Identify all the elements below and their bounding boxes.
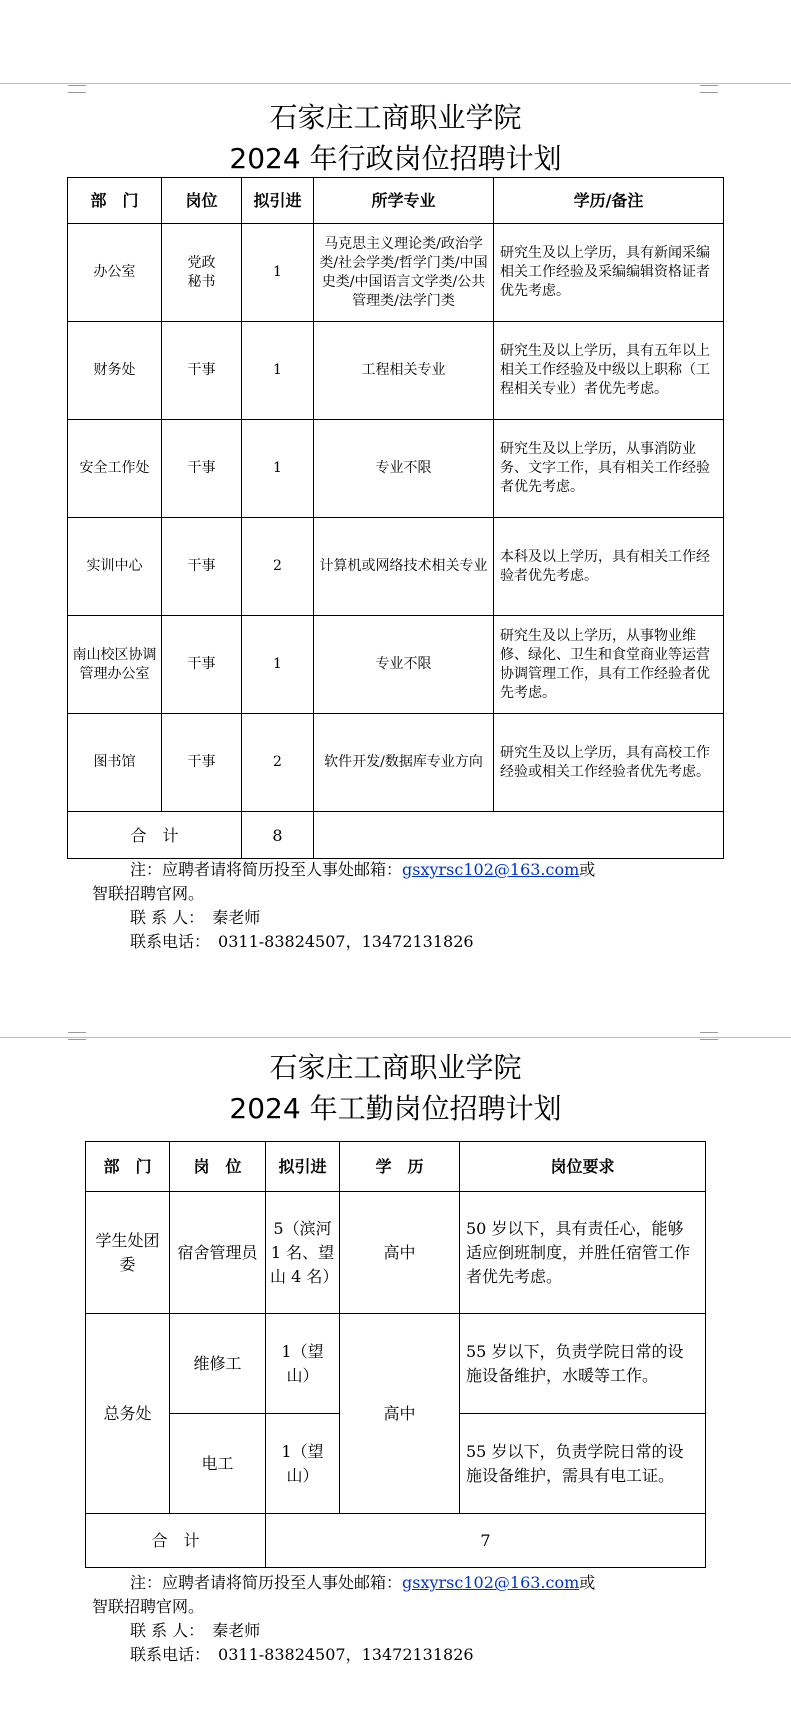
cell-note: 研究生及以上学历，从事消防业务、文字工作，具有相关工作经验者优先考虑。 — [494, 420, 724, 518]
total-label: 合 计 — [86, 1514, 266, 1568]
page-title: 石家庄工商职业学院 — [269, 1051, 522, 1084]
contact-label: 联 系 人： — [130, 908, 197, 927]
cell-req: 50 岁以下，具有责任心，能够适应倒班制度，并胜任宿管工作者优先考虑。 — [460, 1192, 706, 1314]
header-post: 岗位 — [162, 178, 242, 224]
header-post: 岗 位 — [170, 1142, 266, 1192]
email-link[interactable]: gsxyrsc102@163.com — [402, 1573, 580, 1592]
table-row — [68, 518, 724, 616]
total-row — [86, 1514, 706, 1568]
page-title: 石家庄工商职业学院 — [269, 101, 522, 134]
note-prefix: 注：应聘者请将简历投至人事处邮箱： — [130, 860, 403, 879]
cell-post: 干事 — [162, 616, 242, 714]
cell-post: 党政 秘书 — [162, 224, 242, 322]
page-top-border — [0, 1037, 791, 1038]
contact-value: 秦老师 — [212, 908, 261, 927]
page-subtitle: 2024 年行政岗位招聘计划 — [229, 142, 562, 175]
cell-major: 专业不限 — [314, 616, 494, 714]
note-line — [130, 858, 595, 882]
cell-major: 计算机或网络技术相关专业 — [314, 518, 494, 616]
admin-recruit-table — [67, 177, 724, 859]
cell-major: 马克思主义理论类/政治学类/社会学类/哲学门类/中国史类/中国语言文学类/公共管理类/法学门类 — [314, 224, 494, 322]
note-line — [130, 1571, 595, 1595]
cell-major: 专业不限 — [314, 420, 494, 518]
table-row — [68, 714, 724, 812]
cell-count: 5（滨河 1 名、望山 4 名） — [266, 1192, 340, 1314]
cell-post: 干事 — [162, 518, 242, 616]
cell-dept: 实训中心 — [68, 518, 162, 616]
cell-count: 2 — [242, 714, 314, 812]
cell-note: 研究生及以上学历，具有高校工作经验或相关工作经验者优先考虑。 — [494, 714, 724, 812]
total-value: 7 — [266, 1514, 706, 1568]
contact-label: 联 系 人： — [130, 1621, 197, 1640]
email-link[interactable]: gsxyrsc102@163.com — [402, 860, 580, 879]
note-line2: 智联招聘官网。 — [92, 1597, 205, 1616]
page-top-border — [0, 83, 791, 84]
cell-req: 55 岁以下，负责学院日常的设施设备维护，需具有电工证。 — [460, 1414, 706, 1514]
table-row — [68, 616, 724, 714]
phone-value: 0311-83824507，13472131826 — [218, 932, 474, 951]
phone-label: 联系电话： — [130, 1645, 203, 1664]
corner-mark — [700, 85, 718, 93]
cell-dept: 安全工作处 — [68, 420, 162, 518]
contact-line — [130, 906, 260, 930]
cell-dept: 总务处 — [86, 1314, 170, 1514]
cell-count: 1（望山） — [266, 1414, 340, 1514]
total-empty — [314, 812, 724, 859]
total-row — [68, 812, 724, 859]
cell-note: 研究生及以上学历，从事物业维修、绿化、卫生和食堂商业等运营协调管理工作，具有工作经验者优先考虑。 — [494, 616, 724, 714]
table-row — [68, 322, 724, 420]
note-prefix: 注：应聘者请将简历投至人事处邮箱： — [130, 1573, 403, 1592]
note-suffix: 或 — [579, 1573, 596, 1592]
table-row — [68, 420, 724, 518]
header-note: 学历/备注 — [494, 178, 724, 224]
note-suffix: 或 — [579, 860, 596, 879]
corner-mark — [700, 1032, 718, 1040]
cell-note: 研究生及以上学历，具有新闻采编相关工作经验及采编编辑资格证者优先考虑。 — [494, 224, 724, 322]
header-major: 所学专业 — [314, 178, 494, 224]
service-recruit-table — [85, 1141, 706, 1568]
header-count: 拟引进 — [242, 178, 314, 224]
cell-post: 宿舍管理员 — [170, 1192, 266, 1314]
phone-value: 0311-83824507，13472131826 — [218, 1645, 474, 1664]
header-count: 拟引进 — [266, 1142, 340, 1192]
cell-count: 1（望山） — [266, 1314, 340, 1414]
cell-post: 维修工 — [170, 1314, 266, 1414]
table-row — [86, 1192, 706, 1314]
total-label: 合 计 — [68, 812, 242, 859]
cell-dept: 南山校区协调管理办公室 — [68, 616, 162, 714]
cell-major: 工程相关专业 — [314, 322, 494, 420]
cell-dept: 图书馆 — [68, 714, 162, 812]
corner-mark — [68, 1032, 86, 1040]
cell-edu: 高中 — [340, 1192, 460, 1314]
cell-post: 电工 — [170, 1414, 266, 1514]
cell-edu: 高中 — [340, 1314, 460, 1514]
cell-count: 1 — [242, 616, 314, 714]
corner-mark — [68, 85, 86, 93]
cell-req: 55 岁以下，负责学院日常的设施设备维护，水暖等工作。 — [460, 1314, 706, 1414]
phone-line — [130, 1643, 474, 1667]
cell-dept: 办公室 — [68, 224, 162, 322]
contact-value: 秦老师 — [212, 1621, 261, 1640]
note-line2: 智联招聘官网。 — [92, 884, 205, 903]
cell-post: 干事 — [162, 420, 242, 518]
cell-dept: 财务处 — [68, 322, 162, 420]
cell-note: 本科及以上学历，具有相关工作经验者优先考虑。 — [494, 518, 724, 616]
cell-major: 软件开发/数据库专业方向 — [314, 714, 494, 812]
header-edu: 学 历 — [340, 1142, 460, 1192]
cell-post: 干事 — [162, 322, 242, 420]
total-value: 8 — [242, 812, 314, 859]
table-row — [68, 224, 724, 322]
cell-note: 研究生及以上学历，具有五年以上相关工作经验及中级以上职称（工程相关专业）者优先考虑。 — [494, 322, 724, 420]
table-row — [86, 1314, 706, 1414]
cell-count: 2 — [242, 518, 314, 616]
page-subtitle: 2024 年工勤岗位招聘计划 — [229, 1092, 562, 1125]
cell-count: 1 — [242, 420, 314, 518]
phone-label: 联系电话： — [130, 932, 203, 951]
cell-post: 干事 — [162, 714, 242, 812]
header-dept: 部 门 — [68, 178, 162, 224]
phone-line — [130, 930, 474, 954]
cell-count: 1 — [242, 224, 314, 322]
cell-count: 1 — [242, 322, 314, 420]
contact-line — [130, 1619, 260, 1643]
cell-dept: 学生处团委 — [86, 1192, 170, 1314]
header-req: 岗位要求 — [460, 1142, 706, 1192]
header-dept: 部 门 — [86, 1142, 170, 1192]
